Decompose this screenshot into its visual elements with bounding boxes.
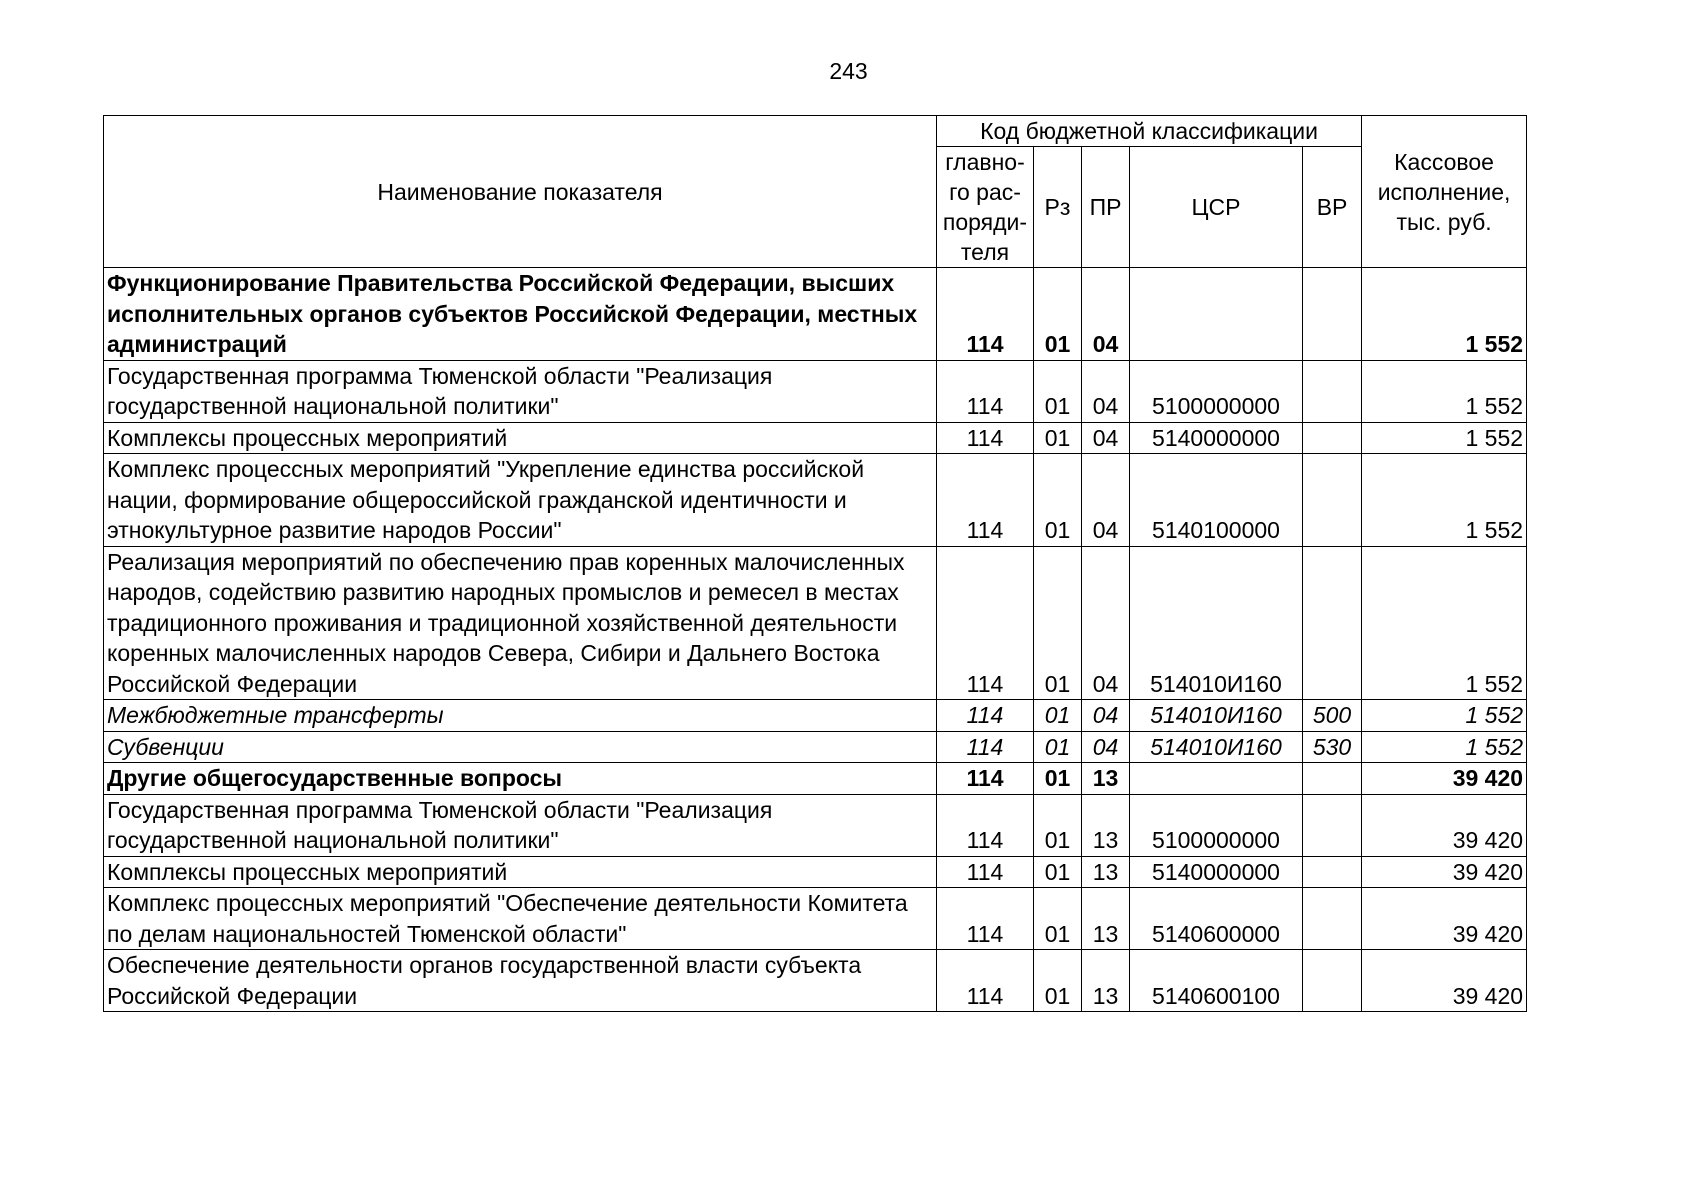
row-rz: 01 [1034, 360, 1082, 422]
row-name: Комплекс процессных мероприятий "Обеспечение деятельности Комитета по делам национальностей Тюменской области" [104, 888, 937, 950]
row-gl: 114 [937, 422, 1034, 454]
row-pr: 13 [1082, 888, 1130, 950]
row-name: Комплекс процессных мероприятий "Укрепление единства российской нации, формирование общероссийской гражданской идентичности и этнокультурное развитие народов России" [104, 454, 937, 547]
row-amount: 39 420 [1362, 763, 1527, 795]
row-vr [1303, 422, 1362, 454]
row-name: Государственная программа Тюменской области "Реализация государственной национальной политики" [104, 794, 937, 856]
row-amount: 1 552 [1362, 731, 1527, 763]
row-gl: 114 [937, 268, 1034, 361]
row-name: Реализация мероприятий по обеспечению прав коренных малочисленных народов, содействию развитию народных промыслов и ремесел в местах традиционного проживания и традиционной хозяйственной деятельности коренных малочисленных народов Севера, Сибири и Дальнего Востока Российской Федерации [104, 546, 937, 700]
header-amount-line-3: тыс. руб. [1396, 208, 1492, 235]
row-rz: 01 [1034, 794, 1082, 856]
row-pr: 13 [1082, 856, 1130, 888]
table-row [104, 454, 1527, 547]
row-pr: 04 [1082, 422, 1130, 454]
row-rz: 01 [1034, 700, 1082, 732]
row-rz: 01 [1034, 888, 1082, 950]
row-csr [1130, 268, 1303, 361]
row-vr: 500 [1303, 700, 1362, 732]
header-name: Наименование показателя [104, 116, 937, 268]
header-vr: ВР [1303, 147, 1362, 268]
row-vr [1303, 888, 1362, 950]
header-gl-line-3: поряди- [942, 209, 1028, 235]
row-gl: 114 [937, 360, 1034, 422]
table-row [104, 856, 1527, 888]
row-csr: 5100000000 [1130, 360, 1303, 422]
row-name: Функционирование Правительства Российской Федерации, высших исполнительных органов субъектов Российской Федерации, местных администраций [104, 268, 937, 361]
row-csr: 5140600000 [1130, 888, 1303, 950]
header-gl-line-4: теля [960, 239, 1010, 265]
row-vr [1303, 454, 1362, 547]
row-amount: 39 420 [1362, 856, 1527, 888]
row-name: Субвенции [104, 731, 937, 763]
row-csr [1130, 763, 1303, 795]
row-csr: 5140000000 [1130, 856, 1303, 888]
row-pr: 04 [1082, 360, 1130, 422]
row-amount: 39 420 [1362, 794, 1527, 856]
row-vr [1303, 794, 1362, 856]
row-amount: 1 552 [1362, 422, 1527, 454]
row-name: Другие общегосударственные вопросы [104, 763, 937, 795]
row-gl: 114 [937, 731, 1034, 763]
row-gl: 114 [937, 454, 1034, 547]
header-gl-line-2: го рас- [949, 179, 1021, 205]
header-amount-line-1: Кассовое [1394, 148, 1494, 175]
header-rz: Рз [1034, 147, 1082, 268]
row-pr: 13 [1082, 794, 1130, 856]
header-row-group [104, 116, 1527, 147]
row-vr [1303, 546, 1362, 700]
row-gl: 114 [937, 950, 1034, 1012]
table-row [104, 763, 1527, 795]
row-name: Государственная программа Тюменской области "Реализация государственной национальной политики" [104, 360, 937, 422]
row-csr: 5140600100 [1130, 950, 1303, 1012]
table-row [104, 731, 1527, 763]
row-pr: 04 [1082, 454, 1130, 547]
row-vr [1303, 268, 1362, 361]
row-pr: 13 [1082, 763, 1130, 795]
row-csr: 514010И160 [1130, 731, 1303, 763]
row-amount: 39 420 [1362, 888, 1527, 950]
row-name: Межбюджетные трансферты [104, 700, 937, 732]
row-rz: 01 [1034, 763, 1082, 795]
header-chief-administrator [937, 147, 1034, 268]
row-vr [1303, 856, 1362, 888]
table-row [104, 546, 1527, 700]
row-csr: 5100000000 [1130, 794, 1303, 856]
row-vr: 530 [1303, 731, 1362, 763]
row-gl: 114 [937, 888, 1034, 950]
table-row [104, 422, 1527, 454]
row-gl: 114 [937, 700, 1034, 732]
table-row [104, 700, 1527, 732]
header-code-group: Код бюджетной классификации [937, 116, 1362, 147]
row-rz: 01 [1034, 731, 1082, 763]
table-row [104, 950, 1527, 1012]
row-gl: 114 [937, 794, 1034, 856]
row-amount: 1 552 [1362, 546, 1527, 700]
row-name: Комплексы процессных мероприятий [104, 422, 937, 454]
table-row [104, 794, 1527, 856]
row-amount: 1 552 [1362, 360, 1527, 422]
row-csr: 5140100000 [1130, 454, 1303, 547]
row-rz: 01 [1034, 950, 1082, 1012]
row-amount: 1 552 [1362, 700, 1527, 732]
row-csr: 5140000000 [1130, 422, 1303, 454]
row-vr [1303, 950, 1362, 1012]
row-pr: 04 [1082, 546, 1130, 700]
row-rz: 01 [1034, 454, 1082, 547]
header-csr: ЦСР [1130, 147, 1303, 268]
row-pr: 04 [1082, 268, 1130, 361]
table-row [104, 360, 1527, 422]
row-vr [1303, 763, 1362, 795]
row-amount: 39 420 [1362, 950, 1527, 1012]
row-rz: 01 [1034, 422, 1082, 454]
header-gl-line-1: главно- [945, 149, 1025, 175]
header-amount-line-2: исполнение, [1377, 178, 1511, 205]
row-csr: 514010И160 [1130, 546, 1303, 700]
row-pr: 04 [1082, 700, 1130, 732]
row-rz: 01 [1034, 268, 1082, 361]
row-pr: 04 [1082, 731, 1130, 763]
row-name: Комплексы процессных мероприятий [104, 856, 937, 888]
row-name: Обеспечение деятельности органов государственной власти субъекта Российской Федерации [104, 950, 937, 1012]
row-gl: 114 [937, 856, 1034, 888]
row-vr [1303, 360, 1362, 422]
table-row [104, 268, 1527, 361]
row-csr: 514010И160 [1130, 700, 1303, 732]
header-pr: ПР [1082, 147, 1130, 268]
page-number: 243 [829, 58, 868, 84]
row-amount: 1 552 [1362, 454, 1527, 547]
table-row [104, 888, 1527, 950]
row-pr: 13 [1082, 950, 1130, 1012]
row-gl: 114 [937, 763, 1034, 795]
budget-execution-table [103, 115, 1527, 1012]
header-amount [1362, 116, 1527, 268]
row-rz: 01 [1034, 856, 1082, 888]
row-rz: 01 [1034, 546, 1082, 700]
row-gl: 114 [937, 546, 1034, 700]
row-amount: 1 552 [1362, 268, 1527, 361]
